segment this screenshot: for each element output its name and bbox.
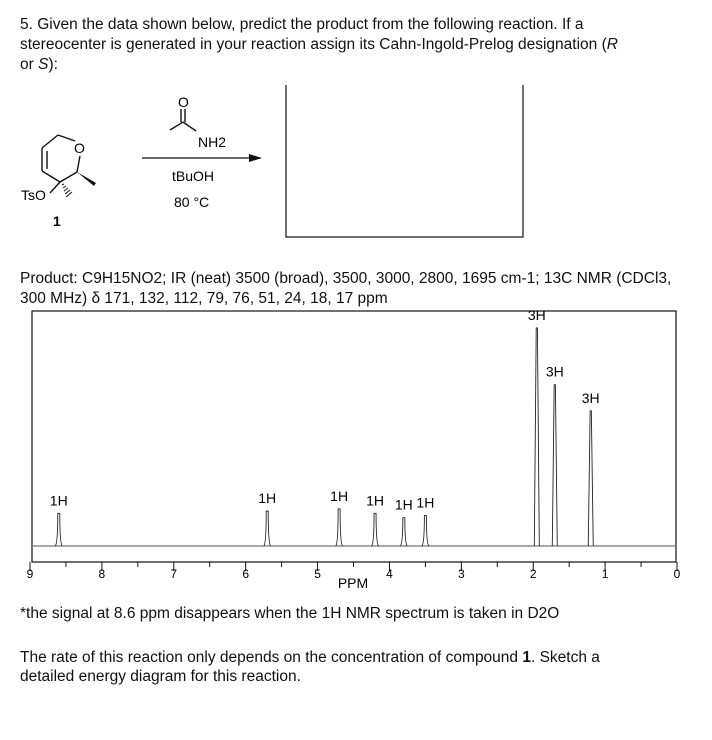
hashed-bond — [62, 184, 72, 197]
nmr-integration-label: 1H — [330, 487, 349, 504]
nmr-integration-label: 1H — [366, 492, 385, 509]
nmr-tick-label: 0 — [673, 567, 681, 581]
nmr-peak — [552, 385, 557, 546]
acetamide-nh2-label: NH2 — [198, 134, 227, 150]
question-line-2-text: stereocenter is generated in your reaction assign its Cahn-Ingold-Prelog designation ( — [20, 36, 607, 53]
instruction-line-1 — [20, 648, 600, 667]
tso-label: TsO — [21, 187, 46, 203]
nmr-spectrum-chart — [0, 308, 712, 593]
solvent-label: tBuOH — [172, 168, 215, 184]
footnote: *the signal at 8.6 ppm disappears when the 1H NMR spectrum is taken in D2O — [20, 605, 560, 622]
nmr-peak — [264, 511, 271, 546]
nmr-peak — [55, 513, 62, 546]
compound-number-label: 1 — [53, 213, 61, 229]
instruction-line-2: detailed energy diagram for this reaction. — [20, 668, 301, 685]
nmr-integration-label: 1H — [258, 490, 277, 507]
nmr-peak — [372, 513, 379, 546]
question-line-3 — [20, 55, 58, 74]
nmr-integration-label: 1H — [416, 494, 435, 511]
question-line-3-end: ): — [48, 56, 58, 73]
nmr-tick-label: 5 — [314, 567, 321, 581]
nmr-peak — [400, 518, 407, 546]
answer-box[interactable] — [286, 85, 523, 237]
nmr-peak — [336, 509, 343, 546]
nmr-integration-label: 3H — [581, 389, 600, 406]
nmr-peak — [534, 328, 539, 546]
nmr-tick-label: 9 — [26, 567, 34, 581]
nmr-tick-label: 3 — [457, 567, 465, 581]
nmr-peak — [422, 515, 429, 546]
nmr-x-axis-label: PPM — [337, 575, 369, 591]
instruction-text-end: . Sketch a — [530, 649, 600, 666]
r-designation: R — [606, 36, 618, 53]
nmr-tick-label: 2 — [529, 567, 537, 581]
nmr-integration-label: 3H — [527, 308, 546, 323]
temperature-label: 80 °C — [174, 194, 210, 210]
instruction-compound-number: 1 — [522, 649, 531, 666]
reaction-arrowhead — [249, 154, 262, 162]
question-line-1: 5. Given the data shown below, predict the product from the following reaction. If a — [20, 16, 584, 33]
nmr-tick-label: 4 — [386, 567, 393, 581]
reaction-scheme — [0, 85, 712, 255]
s-designation: S — [38, 56, 49, 73]
nmr-integration-label: 3H — [545, 363, 564, 380]
acetamide-structure — [170, 109, 196, 131]
nmr-tick-label: 8 — [98, 567, 106, 581]
product-data-line-2: 300 MHz) δ 171, 132, 112, 79, 76, 51, 24, 18, 17 ppm — [20, 290, 388, 307]
question-line-3-or: or — [20, 56, 39, 73]
product-data-line-1: Product: C9H15NO2; IR (neat) 3500 (broad), 3500, 3000, 2800, 1695 cm-1; 13C NMR (CDCl3, — [20, 270, 672, 287]
instruction-text: The rate of this reaction only depends on the concentration of compound — [20, 649, 523, 666]
nmr-integration-label: 1H — [394, 496, 413, 513]
acetamide-oxygen-label: O — [178, 94, 189, 110]
nmr-integration-label: 1H — [49, 492, 68, 509]
nmr-peak — [588, 411, 593, 546]
ring-oxygen-label: O — [74, 140, 85, 156]
nmr-tick-label: 6 — [242, 567, 250, 581]
methyl-wedge — [77, 172, 96, 186]
question-line-2 — [20, 35, 618, 54]
nmr-tick-label: 7 — [170, 567, 178, 581]
nmr-frame — [32, 311, 676, 562]
nmr-tick-label: 1 — [601, 567, 609, 581]
